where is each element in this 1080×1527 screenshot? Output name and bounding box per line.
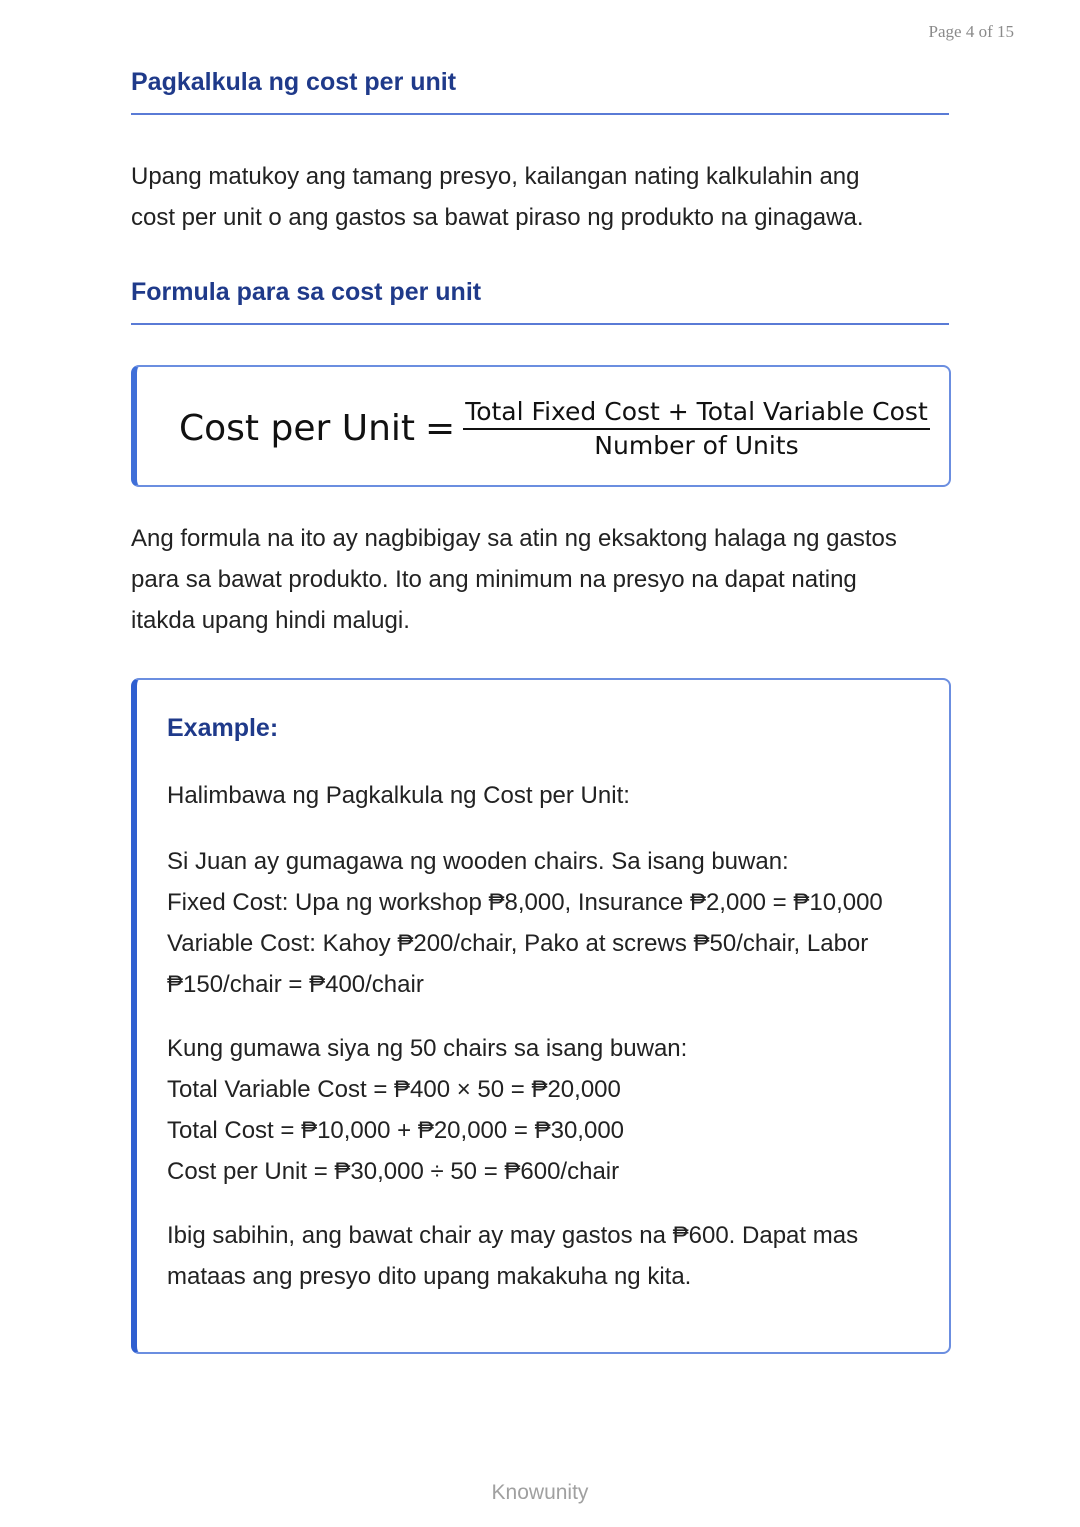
intro-paragraph (131, 156, 949, 238)
formula-denominator: Number of Units (594, 431, 799, 460)
example-given-line: Fixed Cost: Upa ng workshop ₱8,000, Insurance ₱2,000 = ₱10,000 (167, 889, 883, 916)
example-computation-line: Kung gumawa siya ng 50 chairs sa isang buwan: (167, 1035, 688, 1062)
formula-equals: = (425, 408, 456, 449)
example-given-line: Variable Cost: Kahoy ₱200/chair, Pako at screws ₱50/chair, Labor (167, 930, 869, 957)
section-heading-cost-per-unit: Pagkalkula ng cost per unit (131, 68, 949, 115)
explanation-line-3: itakda upang hindi malugi. (131, 607, 410, 634)
example-block-computation (167, 1028, 927, 1192)
page-number: Page 4 of 15 (928, 22, 1014, 41)
formula (179, 397, 930, 460)
example-conclusion-line: mataas ang presyo dito upang makakuha ng kita. (167, 1263, 692, 1290)
explanation-line-1: Ang formula na ito ay nagbibigay sa atin ng eksaktong halaga ng gastos (131, 525, 897, 552)
example-given-line: Si Juan ay gumagawa ng wooden chairs. Sa isang buwan: (167, 848, 789, 875)
footer-brand: Knowunity (491, 1481, 589, 1504)
section-heading-formula: Formula para sa cost per unit (131, 278, 949, 325)
formula-numerator: Total Fixed Cost + Total Variable Cost (463, 397, 930, 430)
example-computation-line: Total Cost = ₱10,000 + ₱20,000 = ₱30,000 (167, 1117, 625, 1144)
intro-line-1: Upang matukoy ang tamang presyo, kailangan nating kalkulahin ang (131, 163, 860, 190)
example-computation-line: Total Variable Cost = ₱400 × 50 = ₱20,000 (167, 1076, 621, 1103)
intro-line-2: cost per unit o ang gastos sa bawat piraso ng produkto na ginagawa. (131, 204, 864, 231)
example-intro: Halimbawa ng Pagkalkula ng Cost per Unit: (167, 782, 630, 809)
example-given-line: ₱150/chair = ₱400/chair (167, 971, 424, 998)
formula-fraction (463, 397, 930, 460)
explanation-paragraph (131, 518, 949, 641)
formula-box (131, 365, 951, 487)
formula-lhs: Cost per Unit (179, 408, 416, 449)
example-conclusion (167, 1215, 927, 1297)
explanation-line-2: para sa bawat produkto. Ito ang minimum na presyo na dapat nating (131, 566, 857, 593)
example-box (131, 678, 951, 1354)
example-block-given (167, 841, 927, 1005)
example-title: Example: (167, 714, 279, 742)
example-computation-line: Cost per Unit = ₱30,000 ÷ 50 = ₱600/chair (167, 1158, 620, 1185)
example-conclusion-line: Ibig sabihin, ang bawat chair ay may gastos na ₱600. Dapat mas (167, 1222, 859, 1249)
